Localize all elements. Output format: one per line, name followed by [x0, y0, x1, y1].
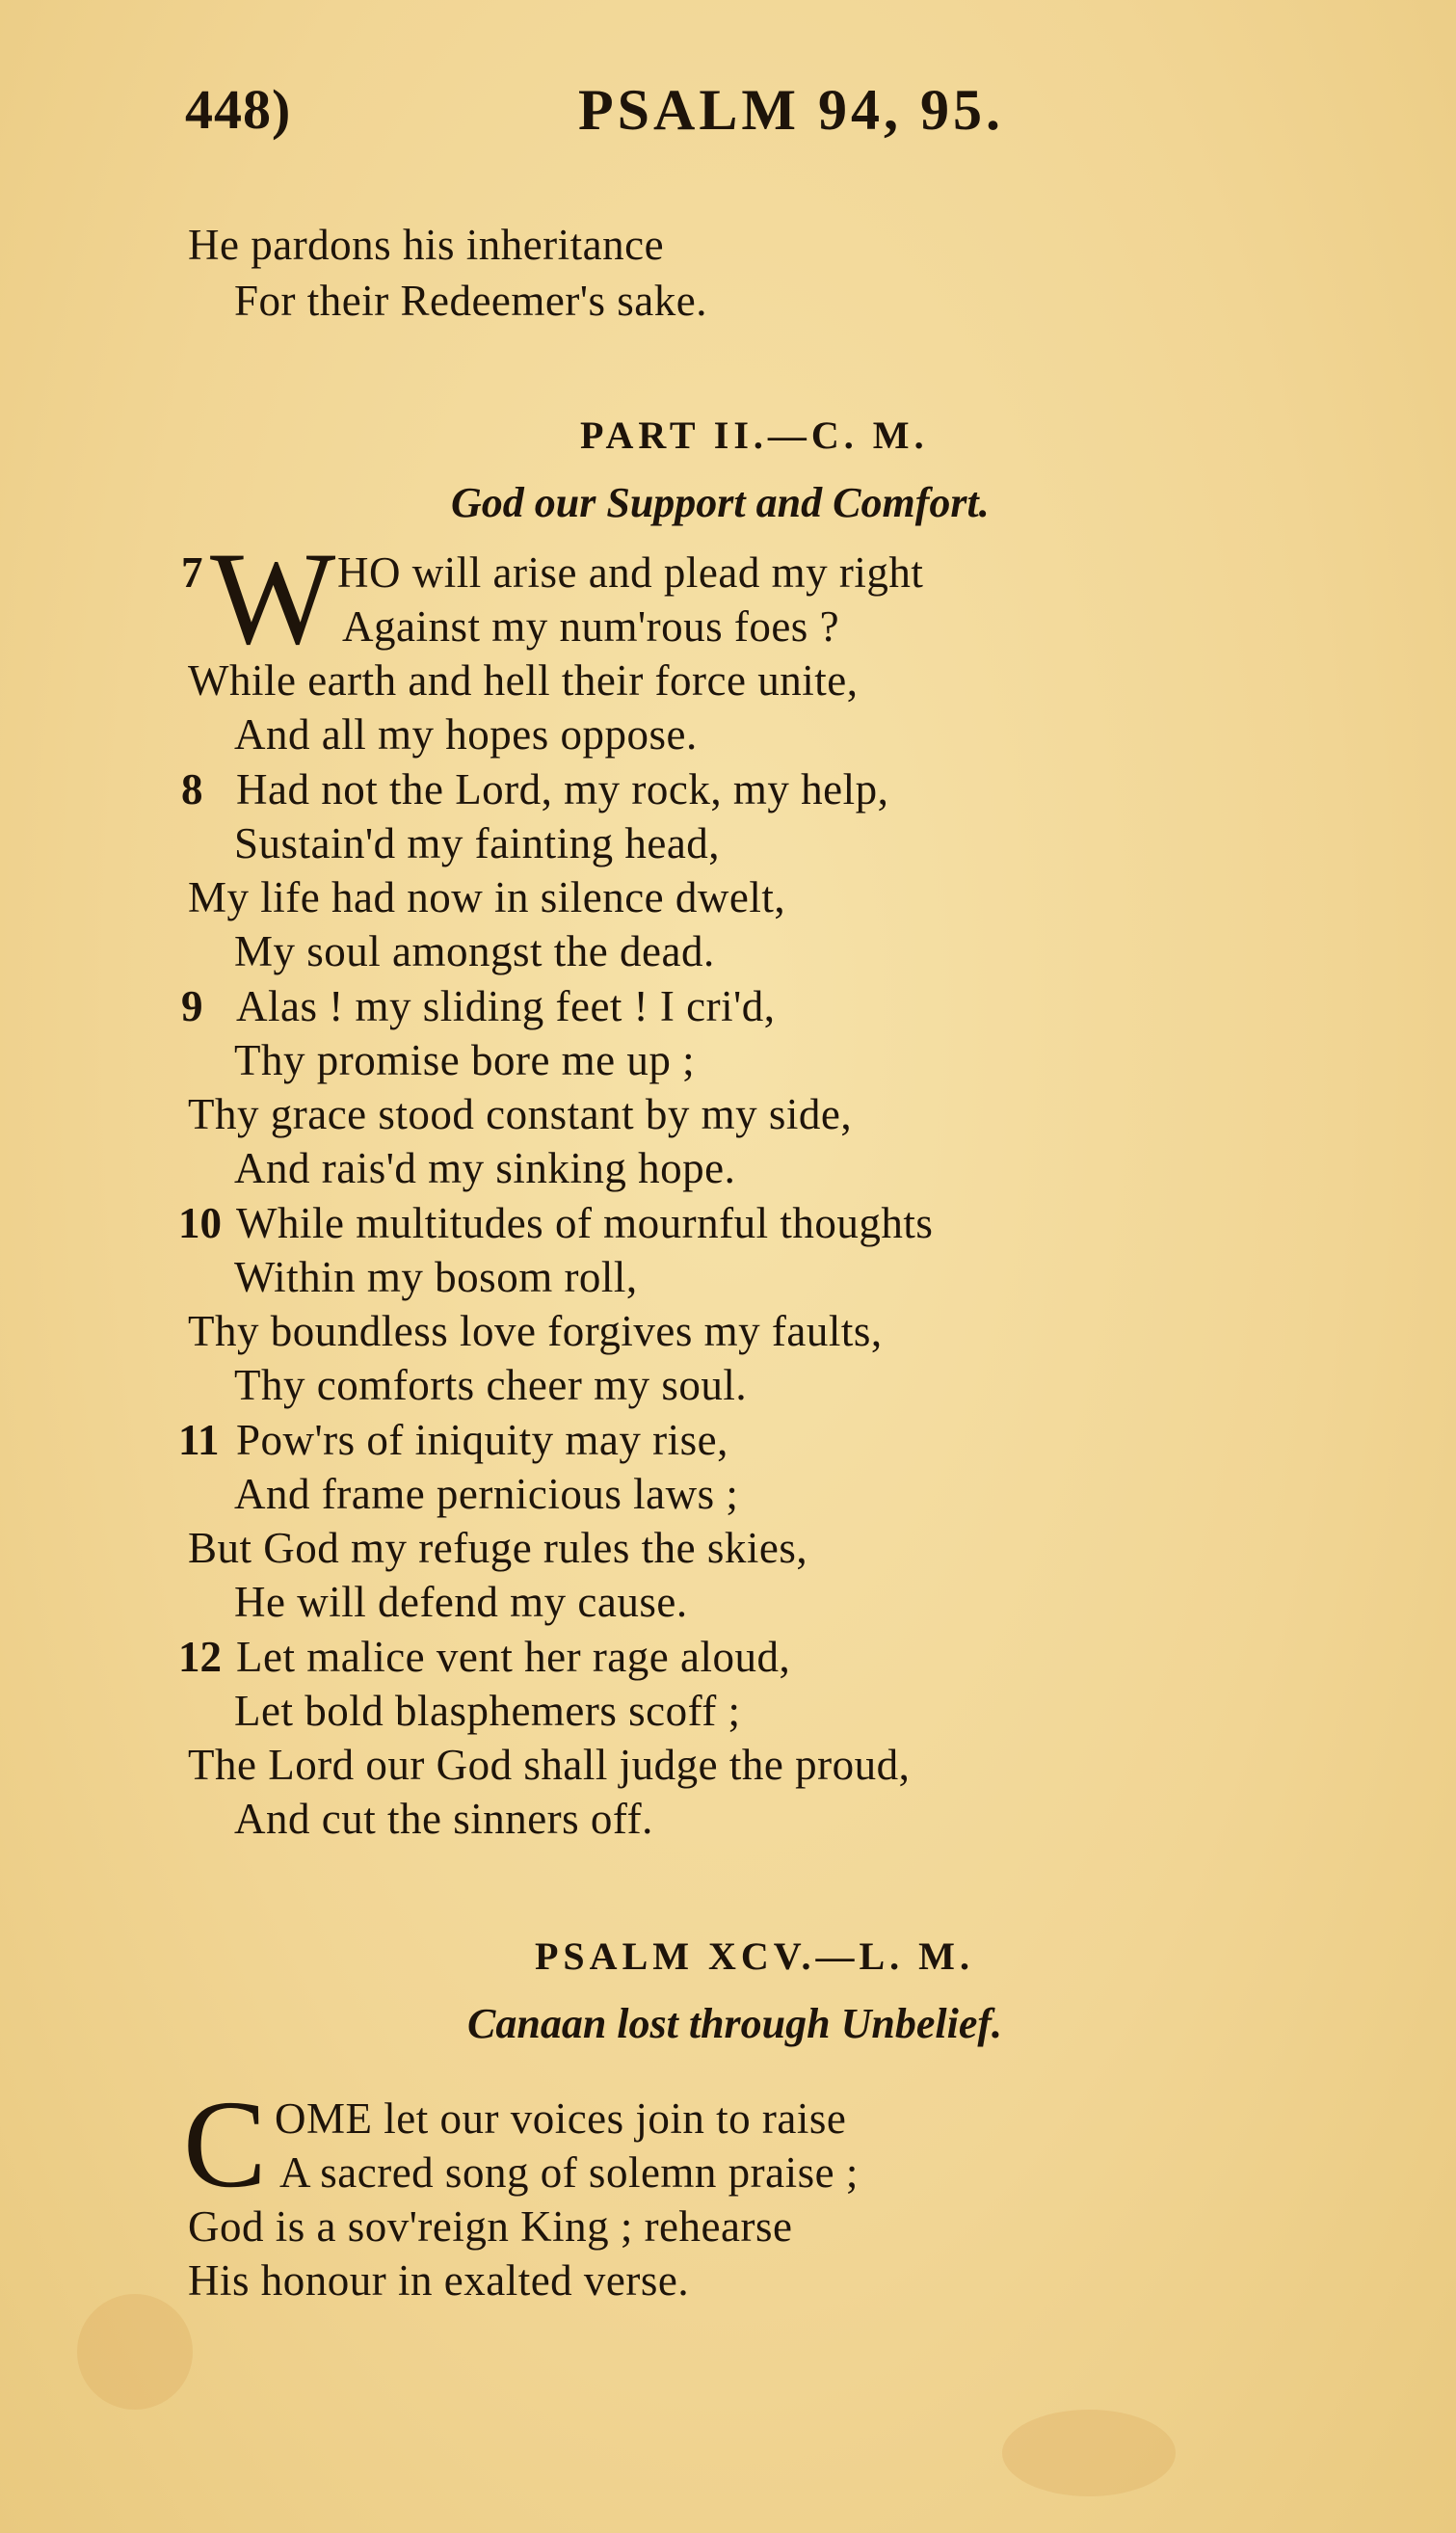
text-line: And all my hopes oppose.: [234, 710, 698, 759]
section-subtitle: God our Support and Comfort.: [451, 479, 990, 526]
text-line: Let malice vent her rage aloud,: [236, 1633, 791, 1681]
text-line: Had not the Lord, my rock, my help,: [236, 765, 889, 813]
text-line: Alas ! my sliding feet ! I cri'd,: [236, 982, 776, 1030]
text-line: And rais'd my sinking hope.: [234, 1144, 736, 1192]
page-number: 448): [185, 78, 292, 141]
text-line: For their Redeemer's sake.: [234, 277, 707, 325]
text-line: Sustain'd my fainting head,: [234, 819, 721, 867]
text-line: While multitudes of mournful thoughts: [236, 1199, 934, 1247]
text-line: While earth and hell their force unite,: [188, 656, 859, 705]
text-line: My life had now in silence dwelt,: [188, 873, 786, 921]
verse-number: 10: [178, 1199, 222, 1247]
verse-number: 11: [178, 1416, 220, 1464]
section-subtitle: Canaan lost through Unbelief.: [467, 2000, 1003, 2047]
verse-number: 12: [178, 1633, 222, 1681]
verse-number: 9: [181, 982, 203, 1030]
paper-stain: [77, 2294, 193, 2410]
text-line: My soul amongst the dead.: [234, 927, 715, 975]
drop-capital: C: [183, 2075, 267, 2214]
text-line: Thy grace stood constant by my side,: [188, 1090, 853, 1138]
paper-stain: [1002, 2410, 1176, 2496]
text-line: He pardons his inheritance: [188, 221, 665, 269]
text-line: God is a sov'reign King ; rehearse: [188, 2202, 793, 2251]
text-line: Within my bosom roll,: [234, 1253, 638, 1301]
text-line: And frame pernicious laws ;: [234, 1470, 739, 1518]
section-heading: PSALM XCV.—L. M.: [535, 1934, 974, 1978]
running-head: PSALM 94, 95.: [578, 78, 1004, 142]
text-line: OME let our voices join to raise: [275, 2094, 847, 2143]
text-line: Thy boundless love forgives my faults,: [188, 1307, 883, 1355]
text-line: HO will arise and plead my right: [337, 548, 924, 597]
section-heading: PART II.—C. M.: [580, 413, 929, 457]
text-line: Let bold blasphemers scoff ;: [234, 1687, 741, 1735]
text-line: A sacred song of solemn praise ;: [279, 2148, 859, 2197]
text-line: Thy comforts cheer my soul.: [234, 1361, 748, 1409]
verse-number: 7: [181, 548, 203, 597]
text-line: Against my num'rous foes ?: [342, 602, 840, 651]
text-line: He will defend my cause.: [234, 1578, 688, 1626]
verse-number: 8: [181, 765, 203, 813]
drop-capital: W: [210, 524, 336, 672]
text-line: Pow'rs of iniquity may rise,: [236, 1416, 728, 1464]
text-line: His honour in exalted verse.: [188, 2256, 690, 2305]
text-line: Thy promise bore me up ;: [234, 1036, 696, 1084]
text-line: The Lord our God shall judge the proud,: [188, 1741, 911, 1789]
text-line: But God my refuge rules the skies,: [188, 1524, 808, 1572]
text-line: And cut the sinners off.: [234, 1795, 653, 1843]
